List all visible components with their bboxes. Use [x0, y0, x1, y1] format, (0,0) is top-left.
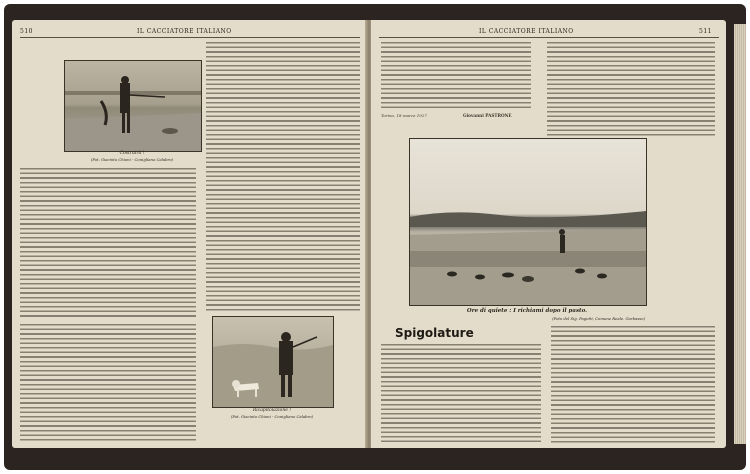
left-page-number: 510	[20, 28, 33, 35]
left-column-text-lower	[20, 324, 196, 442]
article-title: Spigolature	[395, 326, 474, 340]
page-edges	[734, 24, 746, 444]
hunter-photo	[64, 60, 202, 152]
marsh-photo-caption-credit: (Foto del Sig. Pagetti, Comune Reale. Garbasso)	[552, 316, 645, 321]
right-page	[371, 20, 726, 448]
left-page	[12, 20, 367, 448]
dateline: Torino, 18 marzo 1927	[381, 113, 427, 118]
right-top-left-text	[381, 42, 531, 110]
left-header-rule	[20, 37, 360, 38]
pointer-photo-caption-credit: (Fot. Giacinto Chioni - Conigliano Calabro)	[230, 414, 314, 419]
marsh-photo-caption-title: Ore di quiete : I richiami dopo il pasto.	[466, 308, 588, 314]
marsh-decoys-photo	[409, 138, 647, 306]
author-signature: Giovanni PASTRONE	[463, 113, 512, 118]
pointer-dog-photo	[212, 316, 334, 408]
left-page-right-column-text	[206, 42, 360, 312]
left-column-text	[20, 168, 196, 318]
right-page-number: 511	[699, 28, 712, 35]
left-running-head: IL CACCIATORE ITALIANO	[137, 28, 232, 35]
hunter-photo-caption-credit: (Fot. Giacinto Chioni - Conigliano Calabro)	[90, 157, 174, 162]
spigolature-left-column	[381, 344, 541, 444]
right-top-right-text	[547, 42, 715, 138]
pointer-photo-caption-title: Ricapitolazione !	[252, 408, 292, 413]
right-running-head: IL CACCIATORE ITALIANO	[479, 28, 574, 35]
hunter-photo-caption-title: Costruirà !	[119, 151, 145, 156]
spigolature-right-column	[551, 326, 715, 444]
right-header-rule	[379, 37, 719, 38]
